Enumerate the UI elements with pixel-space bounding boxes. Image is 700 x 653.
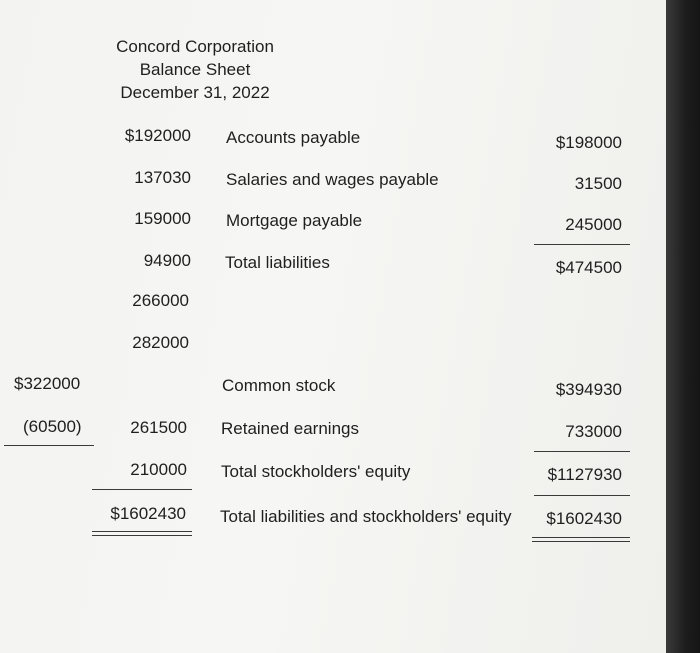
asset-value-2: 137030 — [134, 168, 191, 187]
liability-amount-3: 245000 — [565, 215, 622, 234]
underline-total-equity — [534, 495, 630, 496]
asset-value-3: 159000 — [134, 209, 191, 228]
dark-edge — [666, 0, 700, 653]
liability-amount-2: 31500 — [574, 174, 622, 193]
asset-value-4: 94900 — [143, 251, 191, 270]
accumulated-depreciation: (60500) — [23, 417, 82, 436]
underline-accum-dep — [4, 445, 94, 446]
company-name: Concord Corporation — [116, 37, 274, 56]
equity-label-1: Common stock — [222, 376, 336, 395]
double-underline-top-total-assets — [92, 531, 192, 532]
asset-value-1: $192000 — [124, 126, 191, 145]
liability-label-2: Salaries and wages payable — [226, 170, 439, 189]
equity-amount-1: $394930 — [555, 380, 622, 399]
equity-label-2: Retained earnings — [221, 419, 359, 438]
liability-amount-1: $198000 — [555, 133, 622, 152]
underline-mortgage — [534, 244, 630, 245]
equity-amount-2: 733000 — [565, 422, 622, 441]
total-liabilities-amount: $474500 — [555, 258, 622, 277]
grand-total-amount: $1602430 — [546, 509, 622, 528]
underline-retained — [534, 451, 630, 452]
total-assets-value: $1602430 — [110, 504, 186, 523]
liability-label-3: Mortgage payable — [226, 211, 363, 230]
double-underline-bottom-total-assets — [92, 535, 192, 536]
double-underline-top-grand-total — [532, 537, 630, 538]
total-equity-label: Total stockholders' equity — [221, 462, 411, 481]
underline-land — [92, 489, 192, 490]
equipment-value: $322000 — [14, 374, 81, 393]
double-underline-bottom-grand-total — [532, 541, 630, 542]
liability-label-1: Accounts payable — [226, 128, 361, 147]
total-equity-amount: $1127930 — [547, 465, 622, 484]
grand-total-label: Total liabilities and stockholders' equity — [220, 507, 512, 526]
total-liabilities-label: Total liabilities — [225, 253, 330, 272]
asset-value-6: 282000 — [132, 333, 189, 352]
statement-date: December 31, 2022 — [120, 83, 270, 102]
net-equipment-value: 261500 — [130, 418, 187, 437]
land-value: 210000 — [130, 460, 187, 479]
statement-title: Balance Sheet — [139, 60, 251, 79]
asset-value-5: 266000 — [132, 291, 189, 310]
